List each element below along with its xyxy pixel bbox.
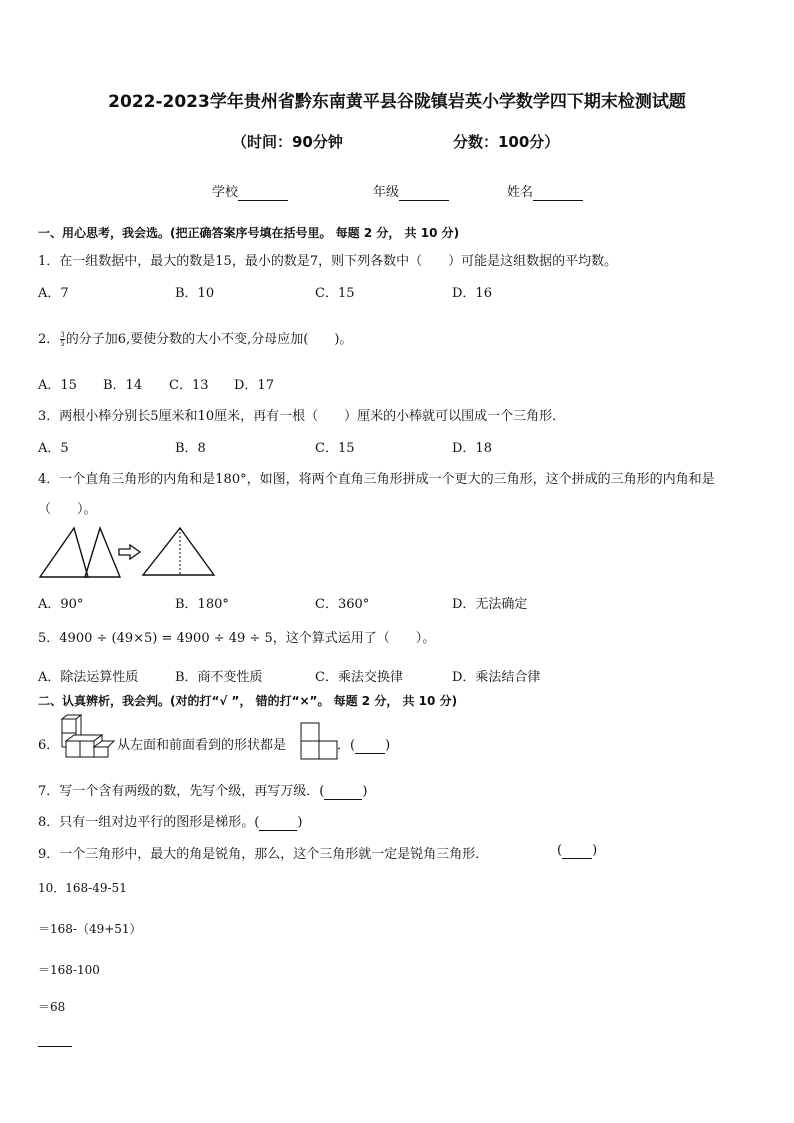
view-square-bottom-left [301, 741, 319, 759]
q10-line-2: ＝168-（49+51） [38, 922, 142, 936]
q6-number: 6． [38, 738, 60, 753]
q1-option-c: C．15 [315, 286, 355, 301]
q1-option-b: B．10 [175, 286, 215, 301]
page-title: 2022-2023学年贵州省黔东南黄平县谷陇镇岩英小学数学四下期末检测试题 [108, 92, 686, 112]
question-1: 1．在一组数据中，最大的数是15，最小的数是7，则下列各数中（ ）可能是这组数据的平均数。 [38, 254, 618, 269]
q2-fraction [60, 331, 64, 348]
view-square-top [301, 723, 319, 741]
triangle-right [85, 528, 120, 577]
view-square-bottom-right [319, 741, 337, 759]
question-2 [38, 328, 352, 348]
q6-text: 从左面和前面看到的形状都是 [117, 738, 287, 753]
cube-back-upper [62, 719, 76, 733]
q5-option-a: A．除法运算性质 [38, 670, 139, 685]
section-2-heading: 二、认真辨析，我会判。(对的打“√ ”， 错的打“×”。 每题 2 分， 共 10 分) [38, 694, 458, 708]
q2-fraction-numerator: 3 [60, 331, 65, 339]
grade-field [373, 181, 449, 201]
l-shape-view-figure [300, 722, 338, 762]
question-7: 7．写一个含有两级的数，先写个级，再写万级．( ) [38, 784, 368, 799]
q8-answer-blank[interactable] [259, 815, 297, 831]
combined-triangle [143, 528, 214, 575]
q10-line-4: ＝68 [38, 1000, 66, 1014]
q5-option-b: B．商不变性质 [175, 670, 263, 685]
question-8: 8．只有一组对边平行的图形是梯形。( ) [38, 815, 303, 830]
q6-tail: ．( [337, 738, 356, 753]
school-label: 学校 [212, 185, 239, 200]
cube-front-middle [80, 741, 94, 757]
q4-option-d: D．无法确定 [452, 597, 528, 612]
q8-text: 8．只有一组对边平行的图形是梯形。( [38, 815, 260, 830]
q6-answer: ．( ) [337, 738, 391, 753]
grade-blank[interactable] [399, 185, 449, 201]
school-blank[interactable] [238, 185, 288, 201]
question-4-line2: （ ）。 [38, 502, 97, 517]
question-4: 4．一个直角三角形的内角和是180°，如图，将两个直角三角形拼成一个更大的三角形，这个拼成的三角形的内角和是 [38, 472, 715, 487]
q1-option-d: D．16 [452, 286, 492, 301]
q2-option-b: B．14 [103, 378, 143, 393]
arrow-icon [119, 545, 140, 559]
school-field [212, 181, 288, 201]
q2-option-a: A．15 [38, 378, 77, 393]
q2-number: 2． [38, 332, 60, 347]
q10-answer-blank[interactable] [38, 1046, 72, 1047]
q2-fraction-denominator: 5 [60, 340, 65, 348]
q2-text: 的分子加6,要使分数的大小不变,分母应加( )。 [65, 332, 353, 347]
q3-option-c: C．15 [315, 441, 355, 456]
q10-line-3: ＝168-100 [38, 963, 100, 977]
exam-score: 分数：100分） [453, 133, 560, 151]
name-label: 姓名 [507, 185, 534, 200]
question-5: 5．4900 ÷ (49×5) = 4900 ÷ 49 ÷ 5，这个算式运用了（ ）。 [38, 631, 436, 646]
q3-option-d: D．18 [452, 441, 492, 456]
triangle-figure [38, 525, 218, 580]
q3-option-b: B．8 [175, 441, 206, 456]
q4-option-c: C．360° [315, 597, 370, 612]
triangle-left [40, 528, 88, 577]
q3-option-a: A．5 [38, 441, 69, 456]
q7-answer-blank[interactable] [324, 784, 362, 800]
q6-answer-blank[interactable] [355, 738, 385, 754]
question-3: 3．两根小棒分别长5厘米和10厘米，再有一根（ ）厘米的小棒就可以围成一个三角形． [38, 409, 566, 424]
q4-option-b: B．180° [175, 597, 229, 612]
q2-option-c: C．13 [169, 378, 209, 393]
grade-label: 年级 [373, 185, 400, 200]
cube-front-left [66, 741, 80, 757]
question-9: 9．一个三角形中，最大的角是锐角，那么，这个三角形就一定是锐角三角形． [38, 847, 489, 862]
q9-answer: ( ) [557, 843, 598, 858]
q7-text: 7．写一个含有两级的数，先写个级，再写万级．( [38, 784, 325, 799]
q1-option-a: A．7 [38, 286, 69, 301]
q4-option-a: A．90° [38, 597, 84, 612]
cube-right-front [94, 747, 108, 757]
q2-option-d: D．17 [234, 378, 274, 393]
q5-option-c: C．乘法交换律 [315, 670, 403, 685]
section-1-heading: 一、用心思考，我会选。(把正确答案序号填在括号里。 每题 2 分， 共 10 分) [38, 226, 460, 240]
q5-option-d: D．乘法结合律 [452, 670, 541, 685]
q10-line-1: 10．168-49-51 [38, 881, 127, 895]
cube-stack-figure [57, 716, 117, 762]
q9-answer-blank[interactable] [562, 843, 592, 859]
exam-time: （时间：90分钟 [232, 133, 343, 151]
name-field [507, 181, 583, 201]
name-blank[interactable] [533, 185, 583, 201]
